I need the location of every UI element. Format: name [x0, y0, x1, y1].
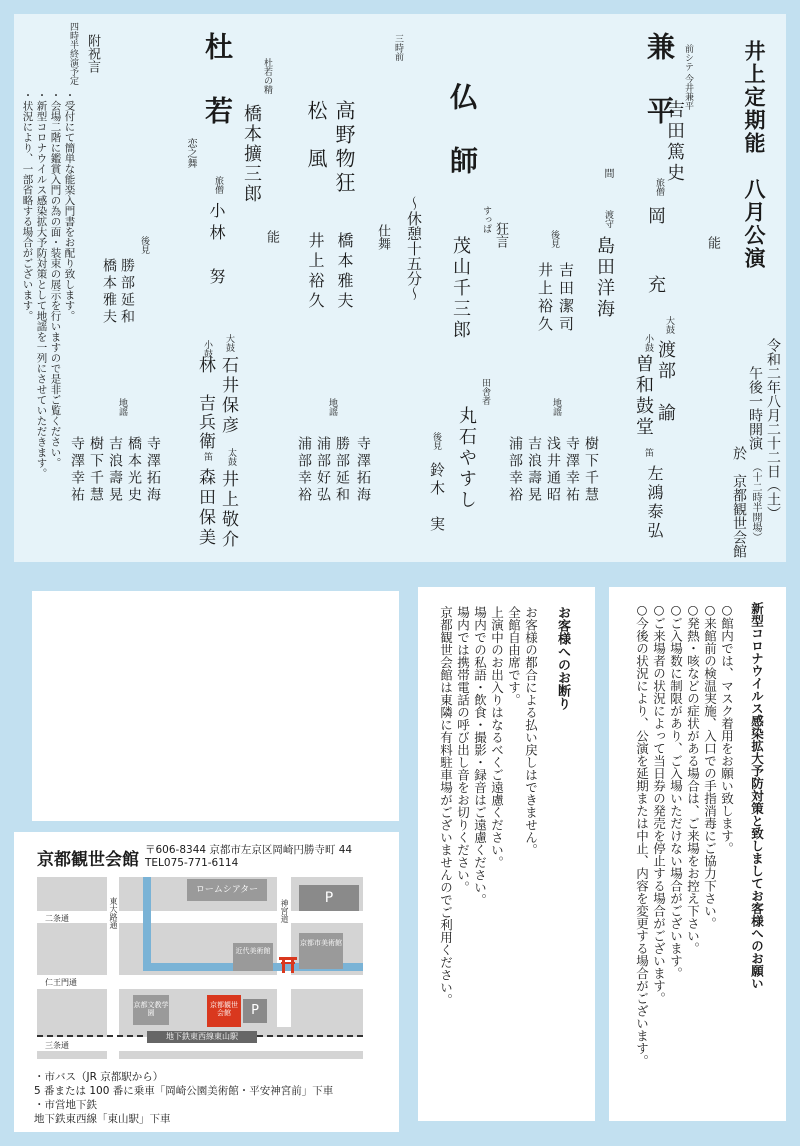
busshi-koken: 鈴木 実 — [428, 462, 446, 534]
notice-line-4: 場内での私語・飲食・撮影・録音はご遠慮ください。 — [472, 606, 488, 906]
kakitsubata-title: 杜 若 — [201, 32, 234, 128]
shimai-title-2: 松 風 — [304, 100, 328, 172]
blank-box — [32, 591, 399, 821]
kanehira-otsuzumi: 渡部 諭 — [655, 340, 676, 424]
shimai-jiutai-label: 地謡 — [327, 398, 337, 416]
directions-4: 地下鉄東西線「東山駅」下車 — [34, 1113, 171, 1125]
kakitsubata-jiutai-2: 橋本光史 — [126, 436, 142, 504]
kanehira-ai: 島田洋海 — [594, 236, 615, 320]
map-bunkyo: 京都文教学園 — [133, 995, 169, 1025]
shimai-title-1: 高野物狂 — [332, 100, 356, 196]
kanehira-otsuzumi-role: 大鼓 — [664, 316, 674, 334]
directions-3: ・市営地下鉄 — [34, 1099, 97, 1111]
shimai-jiutai-2: 勝部延和 — [334, 436, 350, 504]
kakitsubata-shite: 橋本擴三郎 — [241, 104, 262, 204]
busshi-koken-label: 後見 — [431, 432, 441, 450]
busshi-shite: 茂山千三郎 — [450, 236, 471, 341]
kakitsubata-jiutai-1: 寺澤拓海 — [145, 436, 161, 504]
kanehira-title: 兼 平 — [643, 32, 676, 128]
corona-item-4: ○ご入場数に制限があり、ご入場いただけない場合がございます。 — [668, 602, 684, 980]
kakitsubata-kotsuzumi-role: 小鼓 — [202, 340, 212, 358]
notice-line-5: 場内では携帯電話の呼び出し音をお切りください。 — [455, 606, 471, 894]
map-label-nijo: 二条通 — [45, 914, 69, 923]
fushukugen-title: 附祝言 — [85, 34, 100, 73]
kanehira-jiutai-2: 寺澤幸祐 — [564, 436, 580, 504]
corona-item-2: ○来館前の検温実施、入口での手指消毒にご協力下さい。 — [702, 602, 718, 930]
torii-icon — [279, 957, 297, 973]
map-river-canal — [143, 877, 151, 967]
corona-item-3: ○発熱・咳などの症状がある場合は、ご来場をお控え下さい。 — [685, 602, 701, 955]
kanehira-fue: 左鴻泰弘 — [645, 465, 664, 541]
notice-title: お客様へのお断り — [555, 606, 570, 710]
event-title: 井上定期能 八月公演 — [742, 40, 767, 270]
kakitsubata-taiko-role: 太鼓 — [226, 448, 236, 466]
corona-item-6: ○今後の状況により、公演を延期または中止、内容を変更する場合がございます。 — [634, 602, 650, 1067]
map-label-higashioji: 東大路通 — [109, 897, 118, 929]
kakitsubata-waki: 小林 努 — [207, 202, 226, 290]
corona-item-1: ○館内では、マスク着用をお願い致します。 — [719, 602, 735, 855]
busshi-title: 仏 師 — [446, 82, 479, 178]
kakitsubata-waki-role: 旅僧 — [213, 176, 223, 194]
kanehira-waki-role: 旅僧 — [654, 178, 664, 196]
kakitsubata-koken-label: 後見 — [139, 236, 149, 254]
map-label-jingu: 神宮道 — [280, 899, 289, 923]
notice-line-6: 京都観世会館は東隣に有料駐車場がございませんのでご利用ください。 — [438, 606, 454, 1006]
kanehira-jiutai-3: 浅井通昭 — [545, 436, 561, 504]
notice-line-2: 全館自由席です。 — [506, 606, 522, 706]
open-time: （十二時半開場） — [750, 462, 761, 542]
busshi-shite-role: すっぱ — [481, 206, 491, 233]
kakitsubata-jiutai-label: 地謡 — [117, 398, 127, 416]
busshi-break: 〜休憩十五分〜 — [405, 196, 423, 301]
map-label-sanjo: 三条通 — [45, 1041, 69, 1050]
kanehira-ai-role: 間 — [602, 168, 613, 178]
directions-2: 5 番または 100 番に乗車「岡崎公園美術館・平安神宮前」下車 — [34, 1085, 334, 1097]
access-venue-name: 京都観世会館 — [37, 850, 139, 870]
kakitsubata-jiutai-3: 吉浪壽晃 — [107, 436, 123, 504]
map-road-nijo — [37, 911, 363, 923]
notice-line-1: お客様の都合による払い戻しはできません。 — [523, 606, 539, 856]
kakitsubata-taiko: 井上敬介 — [218, 470, 238, 550]
kanehira-jiutai-5: 浦部幸裕 — [507, 436, 523, 504]
kanehira-kotsuzumi: 曽和鼓堂 — [633, 354, 654, 438]
shimai-jiutai-4: 浦部幸裕 — [296, 436, 312, 504]
performance-date: 令和二年八月二十二日（土） — [765, 338, 781, 520]
busshi-ado: 丸石やすし — [456, 406, 477, 511]
map-parking-1: P — [299, 885, 359, 911]
busshi-ado-role: 田舎者 — [480, 378, 490, 405]
map-parking-2: P — [243, 999, 267, 1023]
shimai-performer-1: 橋本雅夫 — [335, 232, 354, 312]
map-rohm-theatre: ロームシアター — [187, 879, 267, 901]
kakitsubata-otsuzumi: 石井保彦 — [218, 356, 238, 436]
kakitsubata-koken-2: 橋本雅夫 — [101, 258, 117, 326]
note-2: ・会場二階に鑑賞入門の為の面・装束の展示を行いますので是非ご覧ください。 — [49, 90, 62, 468]
kanehira-category: 能 — [705, 236, 720, 249]
kanehira-shite: 吉田篤史 — [664, 100, 685, 184]
access-tel: TEL075-771-6114 — [145, 857, 239, 869]
map-label-niomon: 仁王門通 — [45, 978, 77, 987]
kakitsubata-jiutai-4: 樹下千慧 — [88, 436, 104, 504]
map-kindai-museum: 近代美術館 — [233, 943, 273, 971]
kanehira-jiutai-1: 樹下千慧 — [583, 436, 599, 504]
kakitsubata-kotsuzumi: 林 吉兵衛 — [195, 356, 215, 451]
kakitsubata-fue-role: 笛 — [202, 452, 212, 461]
kanehira-kotsuzumi-role: 小鼓 — [643, 334, 653, 352]
kanehira-jiutai-label: 地謡 — [551, 398, 561, 416]
map-road-niomon — [37, 975, 363, 989]
shimai-time-label: 三時前 — [393, 34, 403, 61]
shimai-jiutai-1: 寺澤拓海 — [355, 436, 371, 504]
kanehira-koken-label: 後見 — [549, 230, 559, 248]
access-map — [37, 877, 363, 1059]
kakitsubata-jiutai-5: 寺澤幸祐 — [69, 436, 85, 504]
map-subway-station: 地下鉄東西線東山駅 — [147, 1031, 257, 1043]
corona-title: 新型コロナウイルス感染拡大予防対策と致しましてお客様へのお願い — [749, 602, 765, 990]
shimai-jiutai-3: 浦部好弘 — [315, 436, 331, 504]
end-time: 四時半終演予定 — [68, 22, 78, 85]
kanehira-koken-1: 吉田潔司 — [557, 262, 575, 334]
kanehira-jiutai-4: 吉浪壽晃 — [526, 436, 542, 504]
corona-item-5: ○ご来場者の状況によって当日券の発売を停止する場合がございます。 — [651, 602, 667, 1005]
access-address: 〒606-8344 京都市左京区岡崎円勝寺町 44 — [145, 844, 353, 856]
kanehira-fue-role: 笛 — [643, 448, 653, 457]
note-1: ・受付にて簡単な能楽入門書をお配り致します。 — [63, 90, 76, 321]
note-4: ・状況により、一部省略する場合がございます。 — [21, 90, 34, 321]
notice-line-3: 上演中のお出入りはなるべくご遠慮ください。 — [489, 606, 505, 869]
kakitsubata-category: 能 — [264, 230, 279, 243]
kakitsubata-otsuzumi-role: 大鼓 — [224, 334, 234, 352]
start-time: 午後一時開演 — [747, 366, 763, 450]
kanehira-waki: 岡 充 — [645, 206, 666, 298]
kakitsubata-fue: 森田保美 — [195, 468, 215, 548]
map-kanze-hall: 京都観世会館 — [207, 995, 241, 1027]
shimai-performer-2: 井上裕久 — [306, 232, 325, 312]
busshi-category: 狂言 — [493, 222, 508, 248]
kakitsubata-shite-role: 杜若の精 — [262, 58, 272, 94]
directions-1: ・市バス（JR 京都駅から） — [34, 1071, 164, 1083]
map-kyoto-museum: 京都市美術館 — [299, 933, 343, 969]
kanehira-koken-2: 井上裕久 — [536, 262, 554, 334]
note-3: ・新型コロナウイルス感染拡大予防対策として地謡を一列にさせていただきます。 — [35, 90, 48, 479]
shimai-category: 仕舞 — [375, 224, 390, 250]
kanehira-ai-sub-role: 渡守 — [603, 210, 613, 228]
kakitsubata-koken-1: 勝部延和 — [119, 258, 135, 326]
venue: 於 京都観世会館 — [731, 446, 747, 558]
kanehira-shite-role: 前シテ 今井兼平 — [683, 44, 693, 110]
kakitsubata-kogaki: 恋之舞 — [185, 138, 196, 168]
